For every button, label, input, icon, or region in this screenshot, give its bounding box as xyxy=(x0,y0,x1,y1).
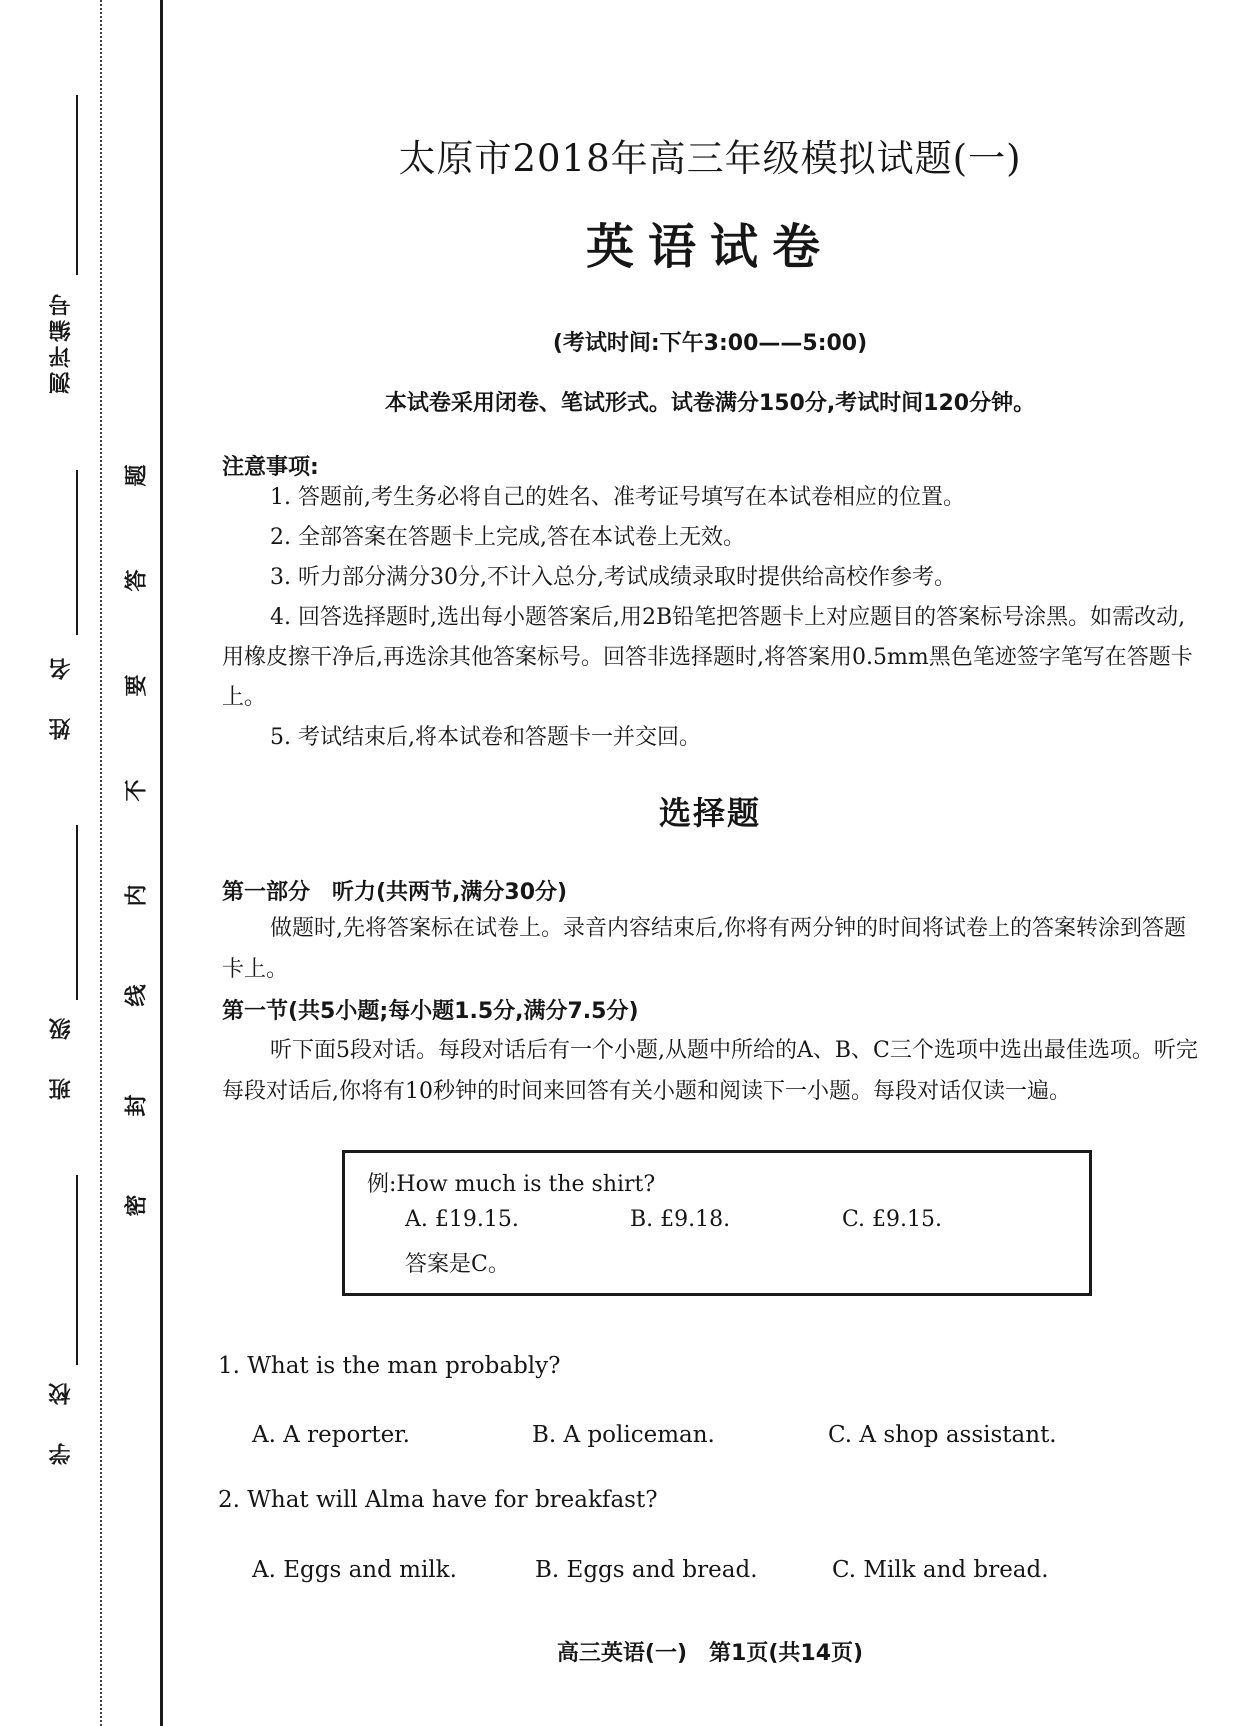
part-title: 第一部分 听力(共两节,满分30分) xyxy=(222,880,568,905)
name-blank xyxy=(76,470,78,635)
seal-char: 线 xyxy=(124,984,150,1007)
part-instruction: 做题时,先将答案标在试卷上。录音内容结束后,你将有两分钟的时间将试卷上的答案转涂到答题卡上。 xyxy=(222,916,1186,982)
question-option-b: B. A policeman. xyxy=(532,1422,715,1448)
notice-item: 4. 回答选择题时,选出每小题答案后,用2B铅笔把答题卡上对应题目的答案标号涂黑。如需改动,用橡皮擦干净后,再选涂其他答案标号。回答非选择题时,将答案用0.5mm黑色笔迹签字笔写在答题卡上。 xyxy=(222,605,1193,710)
notice-item: 3. 听力部分满分30分,不计入总分,考试成绩录取时提供给高校作参考。 xyxy=(270,565,956,590)
section-title: 选择题 xyxy=(658,794,761,832)
subject-title: 英语试卷 xyxy=(585,219,834,275)
section1-instruction: 听下面5段对话。每段对话后有一个小题,从题中所给的A、B、C三个选项中选出最佳选项。听完每段对话后,你将有10秒钟的时间来回答有关小题和阅读下一小题。每段对话仅读一遍。 xyxy=(222,1038,1198,1104)
binding-dotted-line xyxy=(100,0,102,1726)
seal-char: 密 xyxy=(124,1194,150,1217)
notice-item: 1. 答题前,考生务必将自己的姓名、准考证号填写在本试卷相应的位置。 xyxy=(270,485,965,510)
question-stem: 2. What will Alma have for breakfast? xyxy=(218,1487,658,1513)
example-answer: 答案是C。 xyxy=(405,1252,510,1277)
binding-solid-line xyxy=(160,0,163,1726)
notice-title: 注意事项: xyxy=(222,455,319,480)
question-option-b: B. Eggs and bread. xyxy=(535,1557,758,1583)
seal-char: 要 xyxy=(124,674,150,697)
seal-char: 封 xyxy=(124,1094,150,1117)
example-option-a: A. £19.15. xyxy=(405,1207,519,1232)
example-question: 例:How much is the shirt? xyxy=(367,1172,656,1197)
question-option-a: A. A reporter. xyxy=(252,1422,410,1448)
seal-char: 不 xyxy=(124,779,150,802)
question-option-c: C. A shop assistant. xyxy=(828,1422,1057,1448)
exam-time: (考试时间:下午3:00——5:00) xyxy=(552,331,868,356)
section1-title: 第一节(共5小题;每小题1.5分,满分7.5分) xyxy=(222,999,639,1024)
class-blank xyxy=(76,825,78,1000)
exam-format: 本试卷采用闭卷、笔试形式。试卷满分150分,考试时间120分钟。 xyxy=(384,391,1036,416)
question-option-a: A. Eggs and milk. xyxy=(252,1557,457,1583)
seal-char: 题 xyxy=(124,464,150,487)
page-footer: 高三英语(一) 第1页(共14页) xyxy=(556,1641,864,1666)
seal-char: 答 xyxy=(124,569,150,592)
example-box xyxy=(342,1150,1092,1296)
question-option-c: C. Milk and bread. xyxy=(832,1557,1049,1583)
school-label: 学 校 xyxy=(49,1375,74,1465)
school-blank xyxy=(76,1175,78,1365)
name-label: 姓 名 xyxy=(49,650,74,740)
example-option-b: B. £9.18. xyxy=(630,1207,731,1232)
exam-title: 太原市2018年高三年级模拟试题(一) xyxy=(398,137,1022,180)
example-option-c: C. £9.15. xyxy=(842,1207,943,1232)
class-label: 班 级 xyxy=(49,1010,74,1100)
notice-item: 2. 全部答案在答题卡上完成,答在本试卷上无效。 xyxy=(270,525,745,550)
review-id-blank xyxy=(76,95,78,275)
review-id-label: 测评编号 xyxy=(49,290,74,394)
notice-item: 5. 考试结束后,将本试卷和答题卡一并交回。 xyxy=(270,725,701,750)
question-stem: 1. What is the man probably? xyxy=(218,1353,561,1379)
seal-char: 内 xyxy=(124,884,150,907)
